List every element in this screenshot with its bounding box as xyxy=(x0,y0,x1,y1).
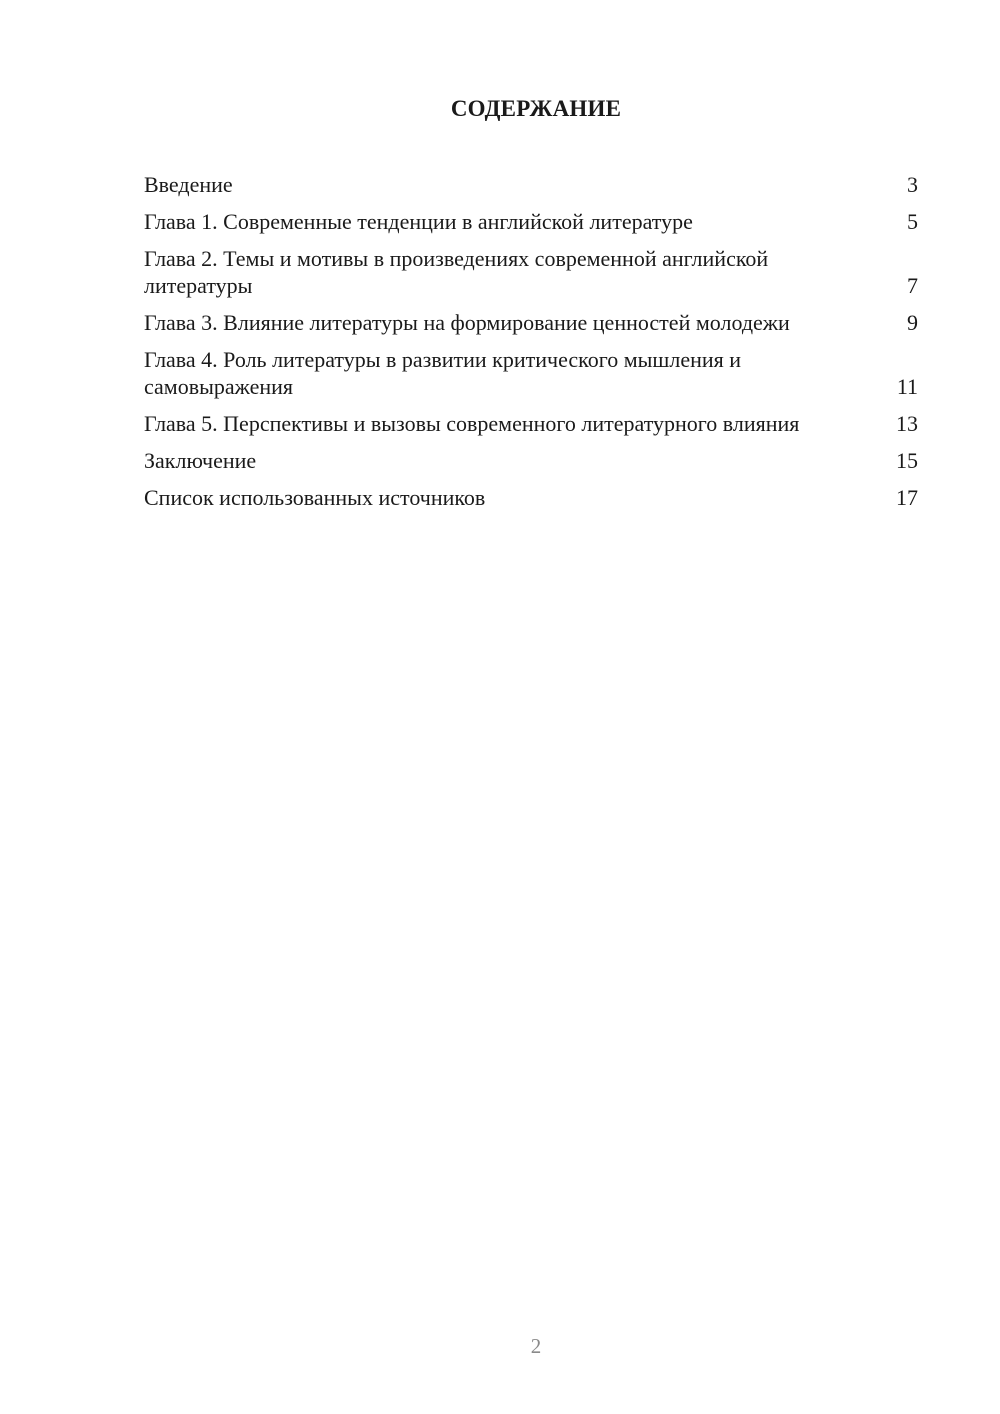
toc-entry-page: 5 xyxy=(907,209,918,234)
toc-entry-label: Глава 2. Темы и мотивы в произведениях современной английской литературы xyxy=(144,246,769,298)
toc-entry-chapter-3[interactable] xyxy=(144,309,918,336)
page-number: 2 xyxy=(530,1334,542,1358)
toc-entry-page: 3 xyxy=(907,172,918,197)
toc-entry-label: Глава 5. Перспективы и вызовы современного литературного влияния xyxy=(144,411,800,436)
toc-entry-introduction[interactable] xyxy=(144,171,918,198)
toc-entry-page: 17 xyxy=(896,485,918,510)
toc-entry-page: 13 xyxy=(896,411,918,436)
toc-entry-page: 11 xyxy=(896,374,918,399)
toc-entry-conclusion[interactable] xyxy=(144,447,918,474)
toc-entry-chapter-1[interactable] xyxy=(144,208,918,235)
toc-entry-label: Глава 1. Современные тенденции в английской литературе xyxy=(144,209,693,234)
table-of-contents xyxy=(144,171,918,521)
toc-entry-label: Заключение xyxy=(144,448,257,473)
toc-entry-label: Введение xyxy=(144,172,233,197)
toc-entry-chapter-5[interactable] xyxy=(144,410,918,437)
toc-entry-label: Глава 3. Влияние литературы на формирование ценностей молодежи xyxy=(144,310,790,335)
toc-entry-chapter-2[interactable] xyxy=(144,245,918,299)
toc-entry-chapter-4[interactable] xyxy=(144,346,918,400)
toc-entry-page: 7 xyxy=(907,273,918,298)
toc-entry-page: 15 xyxy=(896,448,918,473)
toc-entry-references[interactable] xyxy=(144,484,918,511)
toc-entry-page: 9 xyxy=(907,310,918,335)
toc-title: СОДЕРЖАНИЕ xyxy=(450,96,622,121)
toc-entry-label: Глава 4. Роль литературы в развитии критического мышления и самовыражения xyxy=(144,347,742,399)
toc-entry-label: Список использованных источников xyxy=(144,485,486,510)
